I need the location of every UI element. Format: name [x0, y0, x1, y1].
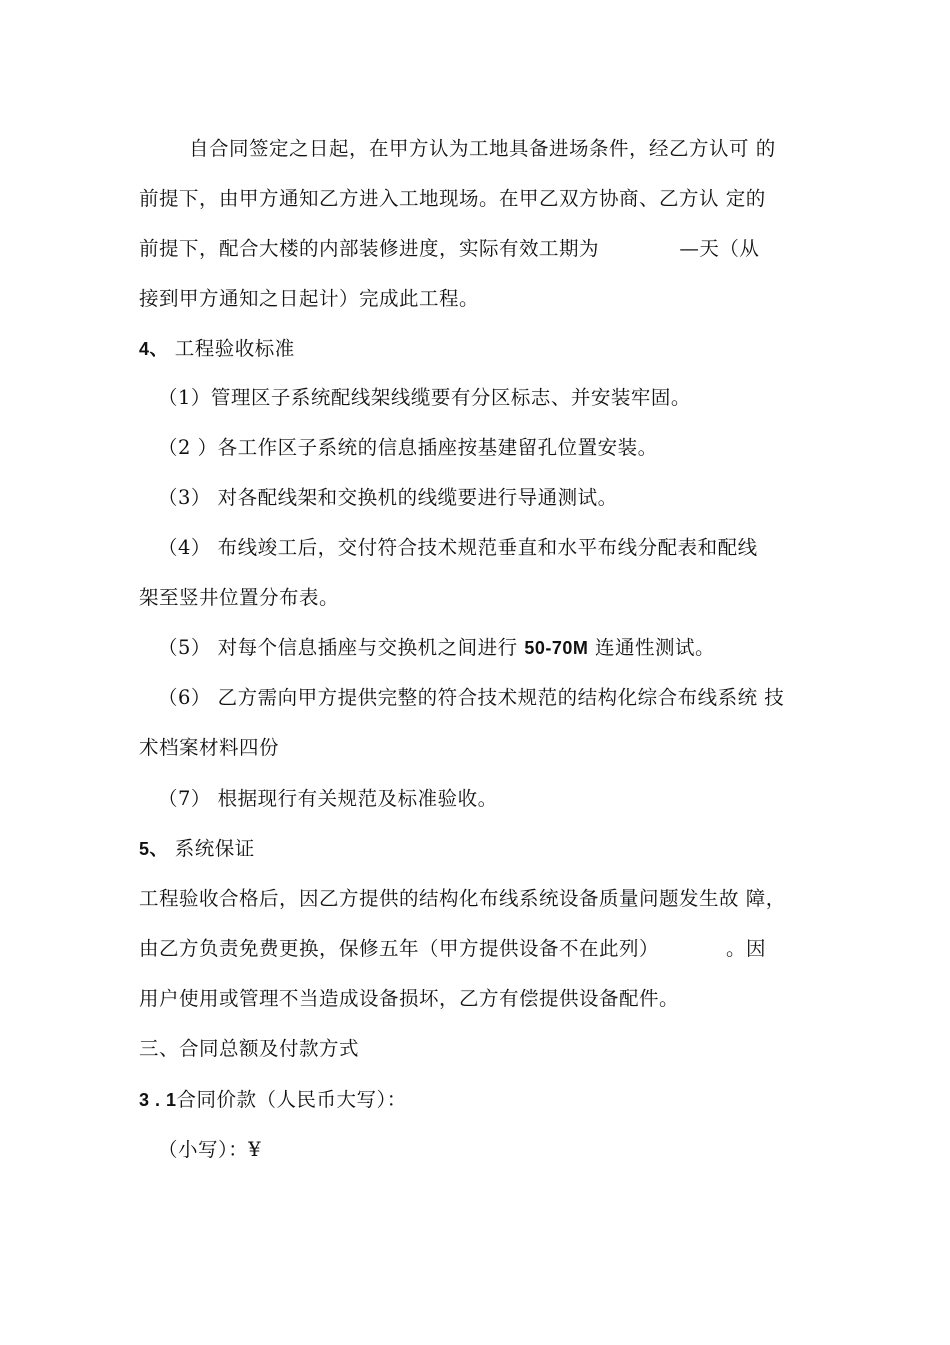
- acceptance-item-7: （7） 根据现行有关规范及标准验收。: [158, 787, 498, 810]
- section-4-heading: [139, 336, 295, 362]
- acceptance-item-5-pre: （5） 对每个信息插座与交换机之间进行: [158, 636, 525, 659]
- section-5-heading: [139, 836, 255, 862]
- section-4-number: 4、: [139, 339, 169, 359]
- schedule-line-1: 自合同签定之日起，在甲方认为工地具备进场条件，经乙方认可 的: [189, 137, 776, 160]
- schedule-line-4: 接到甲方通知之日起计）完成此工程。: [139, 287, 480, 310]
- contract-price-line: [139, 1087, 407, 1113]
- section-4-title: 工程验收标准: [174, 337, 295, 360]
- section-5-title: 系统保证: [174, 837, 255, 860]
- warranty-line-1: 工程验收合格后，因乙方提供的结构化布线系统设备质量问题发生故 障，: [139, 887, 786, 910]
- acceptance-item-3: （3） 对各配线架和交换机的线缆要进行导通测试。: [158, 486, 618, 509]
- acceptance-item-4b: 架至竖井位置分布表。: [139, 586, 340, 609]
- schedule-line-3: 前提下，配合大楼的内部装修进度，实际有效工期为 —天（从: [139, 237, 760, 260]
- acceptance-item-5: [158, 635, 715, 661]
- section-5-number: 5、: [139, 839, 169, 859]
- acceptance-item-6a: （6） 乙方需向甲方提供完整的符合技术规范的结构化综合布线系统 技: [158, 686, 785, 709]
- contract-price-number: 3 . 1: [139, 1090, 177, 1110]
- warranty-line-2: 由乙方负责免费更换，保修五年（甲方提供设备不在此列） 。因: [139, 937, 766, 960]
- contract-price-label: 合同价款（人民币大写）：: [176, 1088, 407, 1111]
- warranty-line-3: 用户使用或管理不当造成设备损坏，乙方有偿提供设备配件。: [139, 987, 680, 1010]
- contract-price-small: （小写）：¥: [158, 1138, 262, 1161]
- acceptance-item-6b: 术档案材料四份: [139, 736, 280, 759]
- acceptance-item-2: （2 ）各工作区子系统的信息插座按基建留孔位置安装。: [158, 436, 658, 459]
- acceptance-item-1: （1）管理区子系统配线架线缆要有分区标志、并安装牢固。: [158, 386, 691, 409]
- section-3-heading: 三、合同总额及付款方式: [139, 1037, 360, 1060]
- acceptance-item-5-length: 50-70M: [524, 638, 589, 658]
- acceptance-item-4a: （4） 布线竣工后，交付符合技术规范垂直和水平布线分配表和配线: [158, 536, 758, 559]
- schedule-line-2: 前提下，由甲方通知乙方进入工地现场。在甲乙双方协商、乙方认 定的: [139, 187, 766, 210]
- acceptance-item-5-post: 连通性测试。: [588, 636, 716, 659]
